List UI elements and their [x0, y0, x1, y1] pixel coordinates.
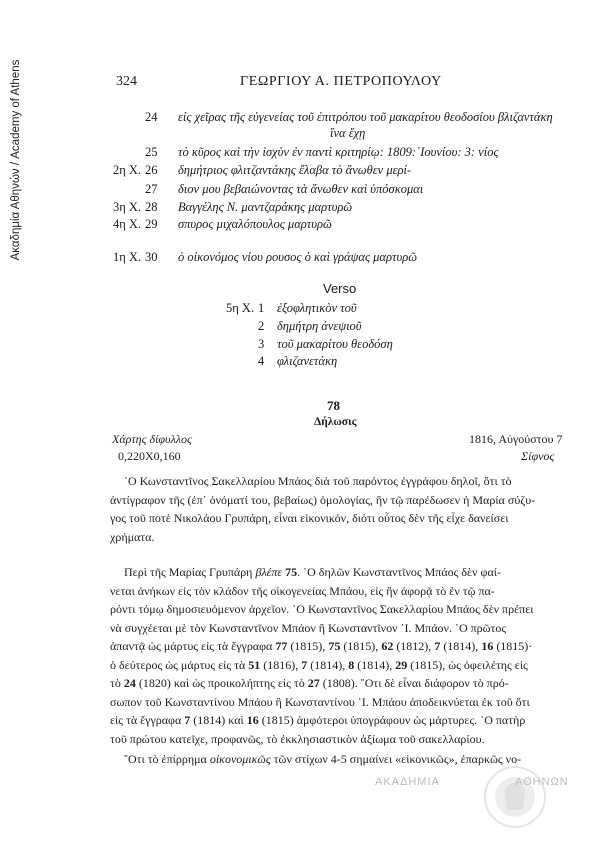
paragraph-line: χρήματα.	[110, 530, 155, 544]
text-run: (1815) ἀμφότεροι ὑπογράφουν ὡς μάρτυρες. ῾Ο πατὴρ	[258, 713, 526, 727]
line-number: 25	[145, 145, 158, 159]
document-reference: 75	[285, 565, 298, 579]
text-run: (1815), ὡς ὀφειλέτης εἰς	[407, 658, 528, 672]
verso-line-number: 1	[258, 301, 265, 315]
document-reference: 24	[123, 676, 136, 690]
text-run: (1814),	[307, 658, 349, 672]
document-reference: 29	[395, 658, 408, 672]
text-run: . ῾Ο δηλῶν Κωνσταντῖνος Μπάος δὲν φαί-	[297, 565, 501, 579]
paragraph-line	[110, 676, 509, 691]
text-run: ῞Οτι τὸ ἐπίρρημα	[124, 752, 210, 766]
text-run: (1820) καὶ ὡς προικολήπτης εἰς τὸ	[135, 676, 308, 690]
text-run: νὰ συγχέεται μὲ τὸν Κωνσταντῖνον Μπάον ἢ Κωνσταντῖνον ᾿Ι. Μπάον. ῾Ο πρῶτος	[110, 621, 507, 635]
text-run: ὁ δεύτερος ὡς μάρτυς εἰς τὰ	[110, 658, 249, 672]
line-number: 29	[145, 217, 158, 231]
verso-line-number: 3	[258, 337, 265, 351]
verso-line-text: τοῦ μακαρίτου θεοδόση	[277, 337, 393, 351]
paragraph-line	[110, 732, 485, 747]
line-text: ἵνα ἔχῃ	[330, 126, 366, 140]
document-reference: 16	[246, 713, 259, 727]
line-text: ὁ οἰκονόμος νίου ρουσος ὁ καὶ γράψας μαρτυρῶ	[178, 250, 418, 264]
paper-description: Χάρτης δίφυλλος	[112, 432, 192, 446]
line-number: 26	[145, 163, 158, 177]
text-run: (1814),	[354, 658, 396, 672]
line-text: τὸ κῦρος καὶ τὴν ἰσχὺν ἐν παντὶ κριτηρίῳ: 1809:᾿Ιουνίου: 3: νίος	[178, 145, 499, 159]
watermark-text-left: ΑΚΑΔΗΜΙΑ	[375, 776, 440, 788]
paragraph-line: ῾Ο Κωνσταντῖνος Σακελλαρίου Μπάος διὰ τοῦ παρόντος ἐγγράφου δηλοῖ, ὅτι τὸ	[124, 474, 512, 488]
text-run: (1815)·	[493, 639, 533, 653]
document-type: Δήλωσις	[314, 416, 357, 428]
hand-marker: 2η X.	[113, 163, 142, 177]
document-reference: 7	[184, 713, 191, 727]
text-run: (1815),	[340, 639, 382, 653]
paragraph-line	[124, 565, 501, 580]
verso-line-text: ἐξοφλητικὸν τοῦ	[277, 301, 357, 315]
document-reference: 51	[248, 658, 261, 672]
paragraph-line	[110, 584, 495, 599]
document-reference: 8	[348, 658, 355, 672]
document-reference: 7	[434, 639, 441, 653]
document-reference: 16	[481, 639, 494, 653]
line-number: 24	[145, 110, 158, 124]
academy-watermark	[455, 760, 575, 835]
text-run: σωπον τοῦ Κωνσταντίνου Μπάου ἢ Κωνσταντίνου ᾿Ι. Μπάου ἀποδεικνύεται ἐκ τοῦ ὅτι	[110, 695, 530, 709]
paragraph-line	[110, 695, 530, 710]
watermark-text-right: ΑΘΗΝΩΝ	[515, 776, 569, 788]
running-title: ΓΕΩΡΓΙΟΥ Α. ΠΕΤΡΟΠΟΥΛΟΥ	[240, 74, 442, 89]
line-number: 28	[145, 200, 158, 214]
line-text: σπυρος μιχαλόπουλος μαρτυρῶ	[178, 217, 332, 231]
verso-line-number: 2	[258, 319, 265, 333]
text-run: τῶν στίχων 4-5 σημαίνει «εἰκονικῶς», ἐπαρκῶς νο-	[270, 752, 522, 766]
paragraph-line	[110, 639, 532, 654]
paragraph-line	[110, 713, 525, 728]
verso-heading: Verso	[323, 281, 357, 296]
text-run: τοῦ πρώτου κατεῖχε, προφανῶς, τὸ ἐκκλησιαστικὸν ἀξίωμα τοῦ σακελλαρίου.	[110, 732, 485, 746]
text-run: (1812),	[393, 639, 435, 653]
emphasized-text: οἰκονομικῶς	[209, 752, 271, 766]
hand-marker: 4η X.	[113, 217, 142, 231]
line-text: διον μου βεβαιώνοντας τὰ ἄνωθεν καὶ ὑπόσκομαι	[178, 182, 424, 196]
text-run: ἀπαντᾷ ὡς μάρτυς εἰς τὰ ἔγγραφα	[110, 639, 276, 653]
document-number: 78	[327, 398, 340, 413]
paragraph-line	[110, 621, 506, 636]
paragraph-line	[110, 602, 533, 617]
hand-marker: 5η X.	[226, 301, 255, 315]
line-number: 27	[145, 182, 158, 196]
document-reference: 75	[328, 639, 341, 653]
text-run: εἰς τὰ ἔγγραφα	[110, 713, 185, 727]
text-run: (1814) καὶ	[190, 713, 247, 727]
text-run: (1816),	[260, 658, 302, 672]
academy-seal-icon	[455, 760, 575, 835]
line-text: δημήτριος φλιτζαντάκης ἔλαβα τὸ ἄνωθεν μερί-	[178, 163, 412, 177]
document-reference: 62	[381, 639, 394, 653]
archive-side-label: Ακαδημία Αθηνών / Academy of Athens	[10, 59, 22, 261]
text-run: Περὶ τῆς Μαρίας Γρυπάρη	[124, 565, 256, 579]
emphasized-text: βλέπε	[255, 565, 283, 579]
line-number: 30	[145, 250, 158, 264]
verso-line-text: φλιζανετάκη	[277, 354, 338, 368]
line-text: εἰς χεῖρας τῆς εὐγενείας τοῦ ἐπιτρόπου τοῦ μακαρίτου θεοδοσίου βλιζαντάκη	[178, 110, 553, 124]
document-date: 1816, Αὐγούστου 7	[469, 432, 563, 446]
paragraph-line: γος τοῦ ποτὲ Νικολάου Γρυπάρη, εἶναι εἰκονικόν, διότι οὗτος δὲν τῆς εἶχε δανείσει	[110, 511, 509, 525]
hand-marker: 3η X.	[113, 200, 142, 214]
verso-line-number: 4	[258, 354, 265, 368]
hand-marker: 1η X.	[113, 250, 142, 264]
paper-dimensions: 0,220X0,160	[118, 449, 181, 463]
text-run: τὸ	[110, 676, 124, 690]
text-run: (1815),	[287, 639, 329, 653]
line-text: Βαγγέλης Ν. μαντζαράκης μαρτυρῶ	[178, 200, 353, 214]
paragraph-line: ἀντίγραφον τῆς (ἐπ᾿ ὀνόματί του, βεβαίως) ὁμολογίας, ἣν τῷ παρέδωσεν ἡ Μαρία σύζυ-	[110, 493, 536, 507]
document-reference: 77	[275, 639, 288, 653]
page-number: 324	[116, 74, 137, 89]
document-reference: 7	[301, 658, 308, 672]
paragraph-line	[110, 658, 528, 673]
text-run: (1808). ῞Οτι δὲ εἶναι διάφορον τὸ πρό-	[319, 676, 509, 690]
document-place: Σίφνος	[521, 449, 555, 463]
document-reference: 27	[307, 676, 320, 690]
verso-line-text: δημήτρη ἀνεψιοῦ	[277, 319, 362, 333]
text-run: (1814),	[440, 639, 482, 653]
text-run: ρόντι τόμῳ δημοσιευόμενον ἀρχεῖον. ῾Ο Κωνσταντῖνος Σακελλαρίου Μπάος δὲν πρέπει	[110, 602, 534, 616]
text-run: νεται ἀνήκων εἰς τὸν κλάδον τῆς οἰκογενείας Μπάου, εἰς ἣν ἀφορᾷ τὸ ἐν τῷ πα-	[110, 584, 495, 598]
